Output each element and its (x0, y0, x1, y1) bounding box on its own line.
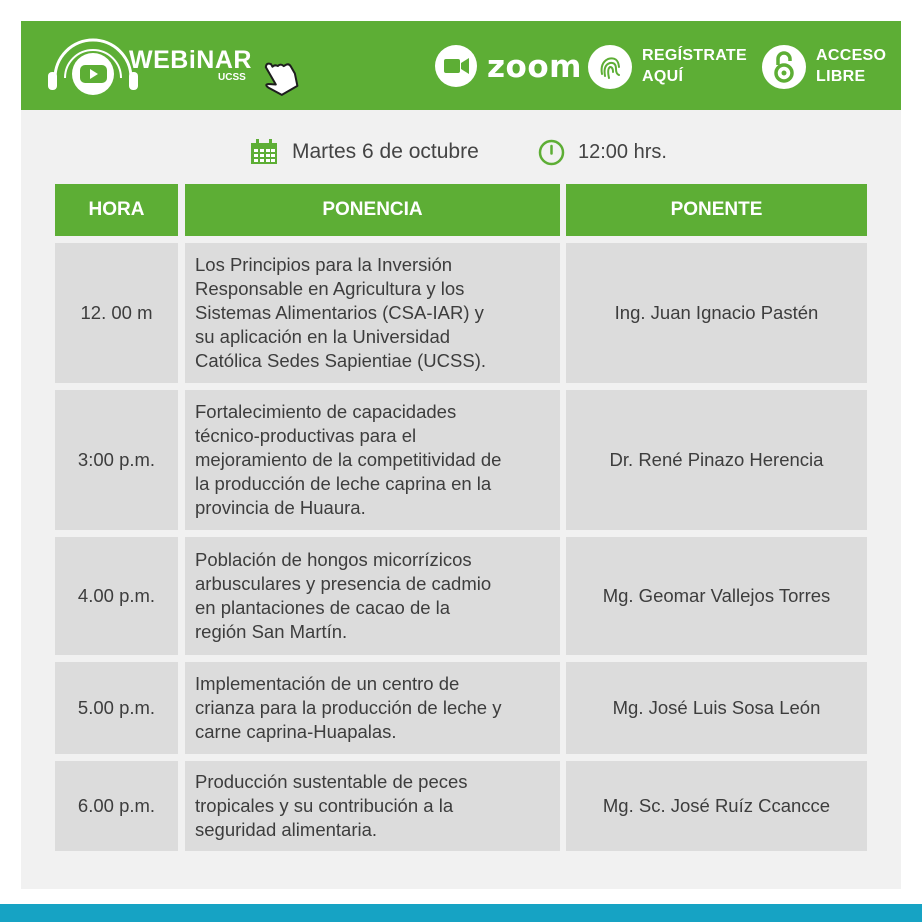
table-row-2-ponente: Dr. René Pinazo Herencia (566, 390, 867, 530)
table-row-4-hora: 5.00 p.m. (55, 662, 178, 754)
video-camera-icon[interactable] (435, 45, 477, 87)
ponencia-line: Responsable en Agricultura y los (195, 278, 465, 299)
zoom-label[interactable]: zoom (487, 49, 582, 85)
event-date: Martes 6 de octubre (292, 140, 479, 163)
open-access-label (816, 45, 886, 87)
ponencia-line: en plantaciones de cacao de la (195, 597, 451, 618)
table-row-5-hora: 6.00 p.m. (55, 761, 178, 851)
table-row-4-ponencia (185, 662, 560, 754)
ponencia-line: técnico-productivas para el (195, 425, 417, 446)
table-row-3-ponencia (185, 537, 560, 655)
ponencia-line: Implementación de un centro de (195, 673, 460, 694)
ponencia-line: región San Martín. (195, 621, 348, 642)
table-row-4-ponente: Mg. José Luis Sosa León (566, 662, 867, 754)
webinar-subtitle: UCSS (218, 72, 246, 83)
ponencia-line: seguridad alimentaria. (195, 819, 378, 840)
table-row-1-hora: 12. 00 m (55, 243, 178, 383)
header-hora: HORA (55, 184, 178, 236)
fingerprint-icon[interactable] (588, 45, 632, 89)
ponencia-line: Católica Sedes Sapientiae (UCSS). (195, 350, 487, 371)
event-info (0, 137, 922, 169)
header-ponente: PONENTE (566, 184, 867, 236)
youtube-play-icon (72, 53, 114, 95)
ponencia-line: crianza para la producción de leche y (195, 697, 502, 718)
table-row-1-ponencia (185, 243, 560, 383)
ponencia-line: mejoramiento de la competitividad de (195, 449, 502, 470)
ponencia-line: Fortalecimiento de capacidades (195, 401, 457, 422)
table-row-5-ponencia (185, 761, 560, 851)
webinar-title: WEBiNAR (129, 46, 252, 74)
ponencia-line: Producción sustentable de peces (195, 771, 468, 792)
table-row-3-ponente: Mg. Geomar Vallejos Torres (566, 537, 867, 655)
ponencia-line: Los Principios para la Inversión (195, 254, 453, 275)
table-row-3-hora: 4.00 p.m. (55, 537, 178, 655)
access-line-2: LIBRE (816, 68, 866, 85)
ponencia-line: carne caprina-Huapalas. (195, 721, 397, 742)
header-bar (21, 21, 901, 110)
table-row-2-ponencia (185, 390, 560, 530)
access-line-1: ACCESO (816, 47, 887, 64)
ponencia-line: Población de hongos micorrízicos (195, 549, 472, 570)
clock-icon (538, 139, 565, 166)
register-line-2[interactable]: AQUÍ (642, 68, 684, 85)
calendar-icon (250, 139, 278, 165)
event-time: 12:00 hrs. (578, 141, 667, 163)
hand-cursor-icon (257, 54, 301, 99)
register-link[interactable] (642, 45, 747, 87)
bottom-strip (0, 904, 922, 922)
ponencia-line: la producción de leche caprina en la (195, 473, 492, 494)
ponencia-line: Sistemas Alimentarios (CSA-IAR) y (195, 302, 484, 323)
table-row-5-ponente: Mg. Sc. José Ruíz Ccancce (566, 761, 867, 851)
ponencia-line: su aplicación en la Universidad (195, 326, 451, 347)
table-row-2-hora: 3:00 p.m. (55, 390, 178, 530)
ponencia-line: tropicales y su contribución a la (195, 795, 454, 816)
open-lock-icon (762, 45, 806, 89)
table-row-1-ponente: Ing. Juan Ignacio Pastén (566, 243, 867, 383)
header-ponencia: PONENCIA (185, 184, 560, 236)
ponencia-line: arbusculares y presencia de cadmio (195, 573, 492, 594)
register-line-1[interactable]: REGÍSTRATE (642, 47, 747, 64)
ponencia-line: provincia de Huaura. (195, 497, 366, 518)
